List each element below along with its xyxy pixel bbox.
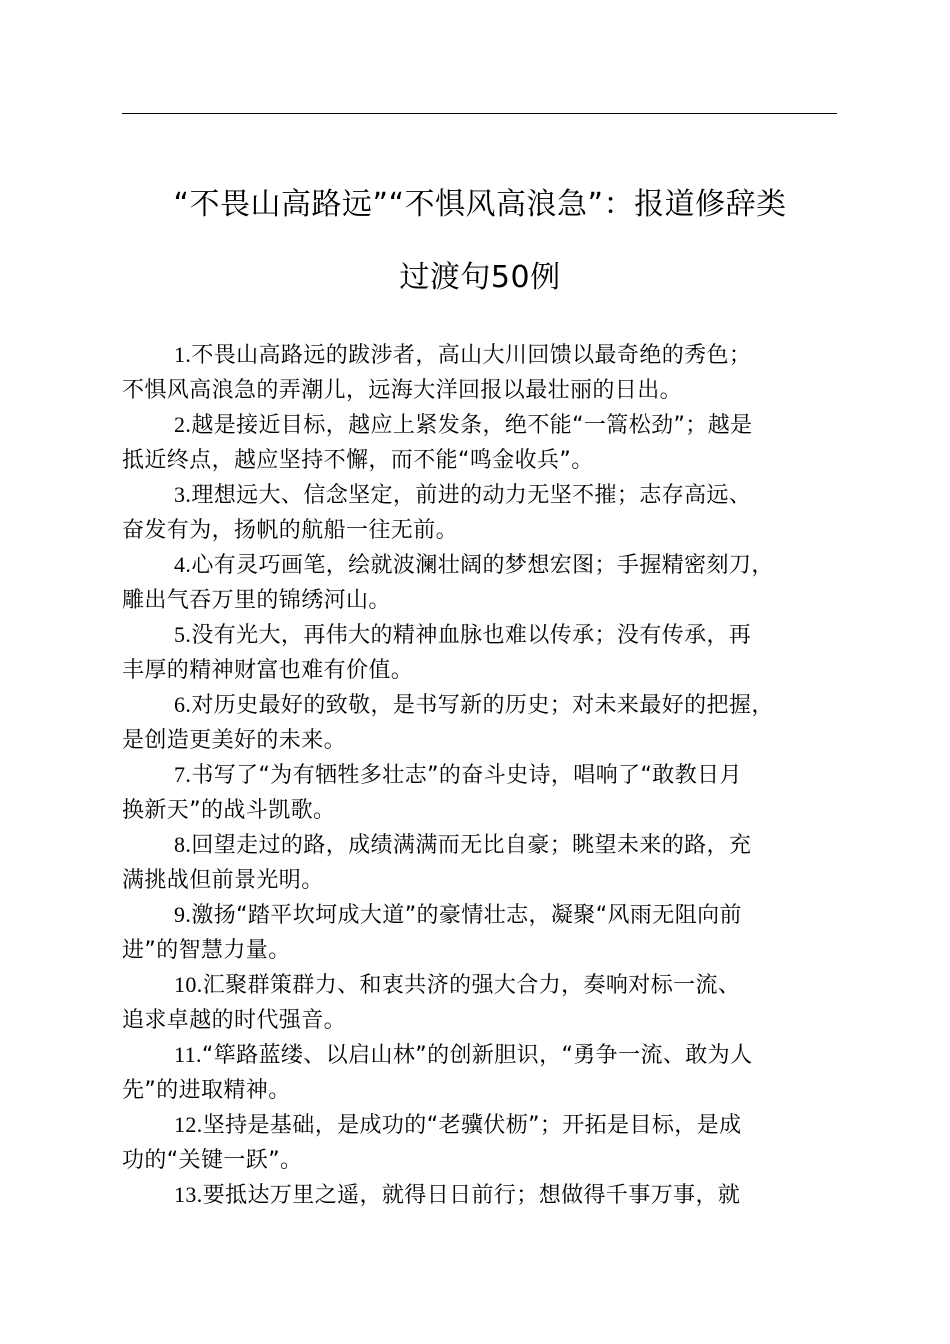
paragraph-text: 激扬“踏平坎坷成大道”的豪情壮志，凝聚“风雨无阻向前 进”的智慧力量。 [122,903,742,963]
document-body [122,338,842,1214]
paragraph-text: 坚持是基础，是成功的“老骥伏枥”；开拓是目标，是成 功的“关键一跃”。 [122,1113,742,1173]
paragraph-number: 2. [174,412,192,437]
paragraph-number: 4. [174,552,192,577]
paragraph-text: 理想远大、信念坚定，前进的动力无坚不摧；志存高远、 奋发有为，扬帆的航船一往无前。 [122,483,752,543]
paragraph [122,1108,842,1178]
paragraph-number: 6. [174,692,192,717]
paragraph [122,758,842,828]
paragraph-number: 12. [174,1112,203,1137]
paragraph [122,1038,842,1108]
paragraph-text: 越是接近目标，越应上紧发条，绝不能“一篙松劲”；越是 抵近终点，越应坚持不懈，而不能“鸣金收兵”。 [122,413,753,473]
paragraph-number: 5. [174,622,192,647]
paragraph-number: 1. [174,342,192,367]
paragraph [122,898,842,968]
paragraph [122,828,842,898]
paragraph [122,1178,842,1214]
paragraph-text: 没有光大，再伟大的精神血脉也难以传承；没有传承，再 丰厚的精神财富也难有价值。 [122,623,752,683]
paragraph-number: 8. [174,832,192,857]
paragraph-number: 10. [174,972,203,997]
paragraph-text: 心有灵巧画笔，绘就波澜壮阔的梦想宏图；手握精密刻刀， 雕出气吞万里的锦绣河山。 [122,553,774,613]
paragraph-text: 对历史最好的致敬，是书写新的历史；对未来最好的把握， 是创造更美好的未来。 [122,693,774,753]
paragraph-number: 9. [174,902,192,927]
paragraph-text: 回望走过的路，成绩满满而无比自豪；眺望未来的路，充 满挑战但前景光明。 [122,833,752,893]
paragraph-text: 汇聚群策群力、和衷共济的强大合力，奏响对标一流、 追求卓越的时代强音。 [122,973,741,1033]
paragraph-text: 书写了“为有牺牲多壮志”的奋斗史诗，唱响了“敢教日月 换新天”的战斗凯歌。 [122,763,742,823]
paragraph-number: 11. [174,1042,202,1067]
header-rule [122,113,837,114]
paragraph [122,338,842,408]
title-line-2: 过渡句50例 [399,260,561,295]
paragraph-number: 13. [174,1182,203,1207]
document-title [110,168,850,314]
paragraph-number: 3. [174,482,192,507]
paragraph [122,548,842,618]
paragraph-text: 不畏山高路远的跋涉者，高山大川回馈以最奇绝的秀色； 不惧风高浪急的弄潮儿，远海大洋回报以最壮丽的日出。 [122,343,752,403]
paragraph [122,408,842,478]
paragraph-number: 7. [174,762,192,787]
title-line-1: “不畏山高路远”“不惧风高浪急”：报道修辞类 [173,187,787,222]
paragraph [122,688,842,758]
paragraph [122,478,842,548]
paragraph-text: “筚路蓝缕、以启山林”的创新胆识，“勇争一流、敢为人 先”的进取精神。 [122,1043,753,1103]
paragraph [122,618,842,688]
paragraph [122,968,842,1038]
paragraph-text: 要抵达万里之遥，就得日日前行；想做得千事万事，就 [202,1183,741,1208]
